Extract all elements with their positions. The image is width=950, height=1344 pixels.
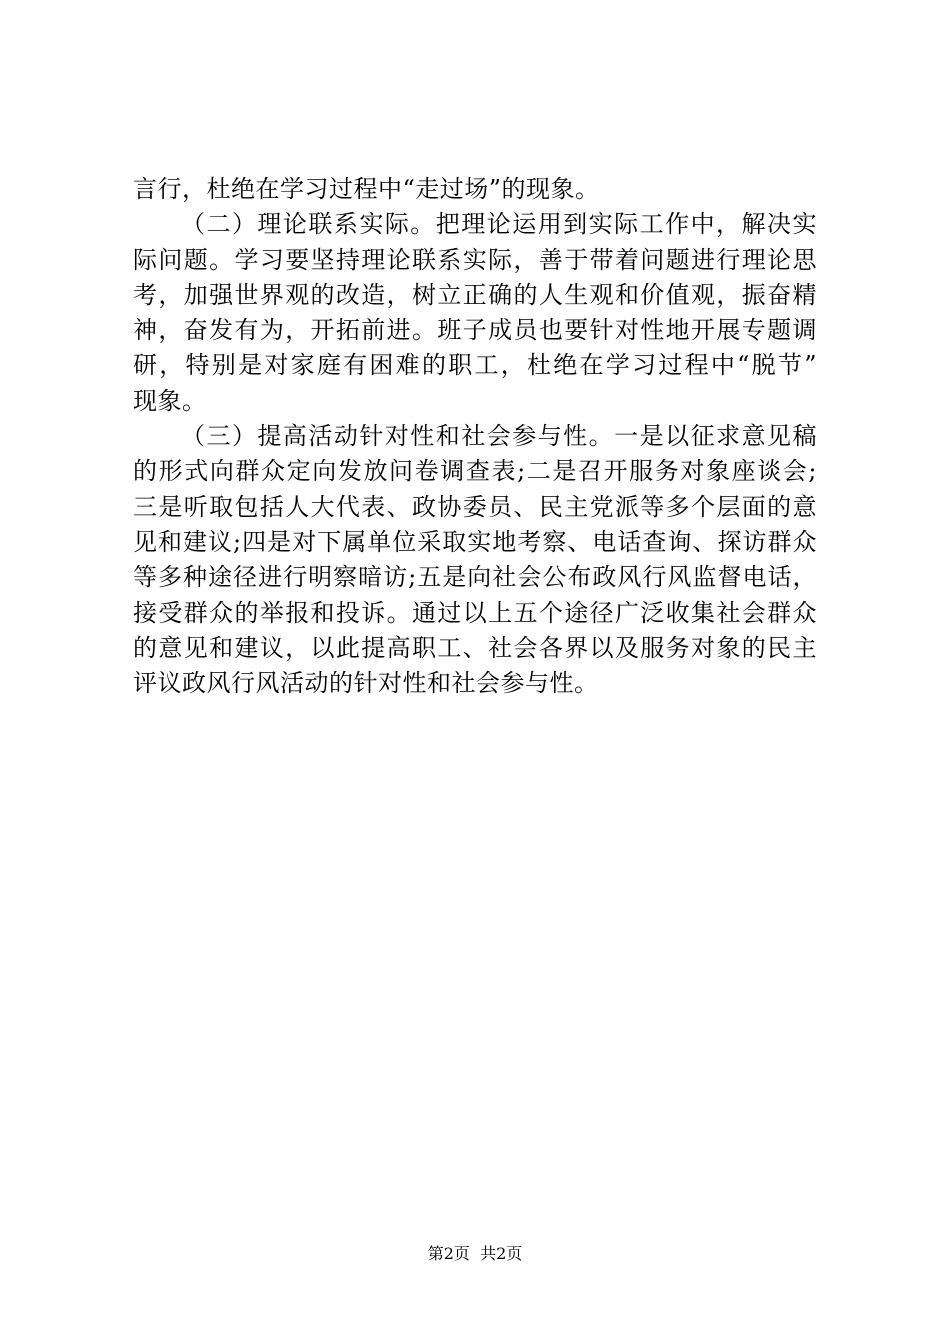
paragraph-line: 评议政风行风活动的针对性和社会参与性。 (133, 669, 599, 698)
paragraph-2 (133, 207, 817, 419)
paragraph-line: 言行，杜绝在学习过程中“走过场”的现象。 (133, 175, 600, 203)
paragraph-line: 接受群众的举报和投诉。通过以上五个途径广泛收集社会群众 (133, 598, 817, 627)
page-footer (0, 1243, 950, 1265)
paragraph-line: （三）提高活动针对性和社会参与性。一是以征求意见稿 (181, 422, 817, 451)
paragraph-3 (133, 419, 817, 701)
paragraph-line: 三是听取包括人大代表、政协委员、民主党派等多个层面的意 (133, 492, 817, 521)
paragraph-line: 际问题。学习要坚持理论联系实际，善于带着问题进行理论思 (133, 245, 817, 274)
paragraph-line: 研，特别是对家庭有困难的职工，杜绝在学习过程中“脱节” (133, 351, 817, 380)
paragraph-line: 的形式向群众定向发放问卷调查表;二是召开服务对象座谈会; (133, 457, 817, 486)
paragraph-line: （二）理论联系实际。把理论运用到实际工作中，解决实 (181, 210, 817, 239)
paragraph-1 (133, 172, 817, 207)
paragraph-line: 的意见和建议，以此提高职工、社会各界以及服务对象的民主 (133, 633, 817, 662)
paragraph-line: 等多种途径进行明察暗访;五是向社会公布政风行风监督电话， (133, 563, 817, 592)
footer-spacer (470, 1244, 480, 1263)
page-number: 第2页 (427, 1244, 470, 1263)
paragraph-line: 考，加强世界观的改造，树立正确的人生观和价值观，振奋精 (133, 280, 817, 309)
document-body (133, 172, 817, 701)
paragraph-line: 见和建议;四是对下属单位采取实地考察、电话查询、探访群众 (133, 527, 817, 556)
paragraph-line: 现象。 (133, 386, 207, 415)
page-total: 共2页 (480, 1244, 523, 1263)
paragraph-line: 神，奋发有为，开拓前进。班子成员也要针对性地开展专题调 (133, 316, 817, 345)
